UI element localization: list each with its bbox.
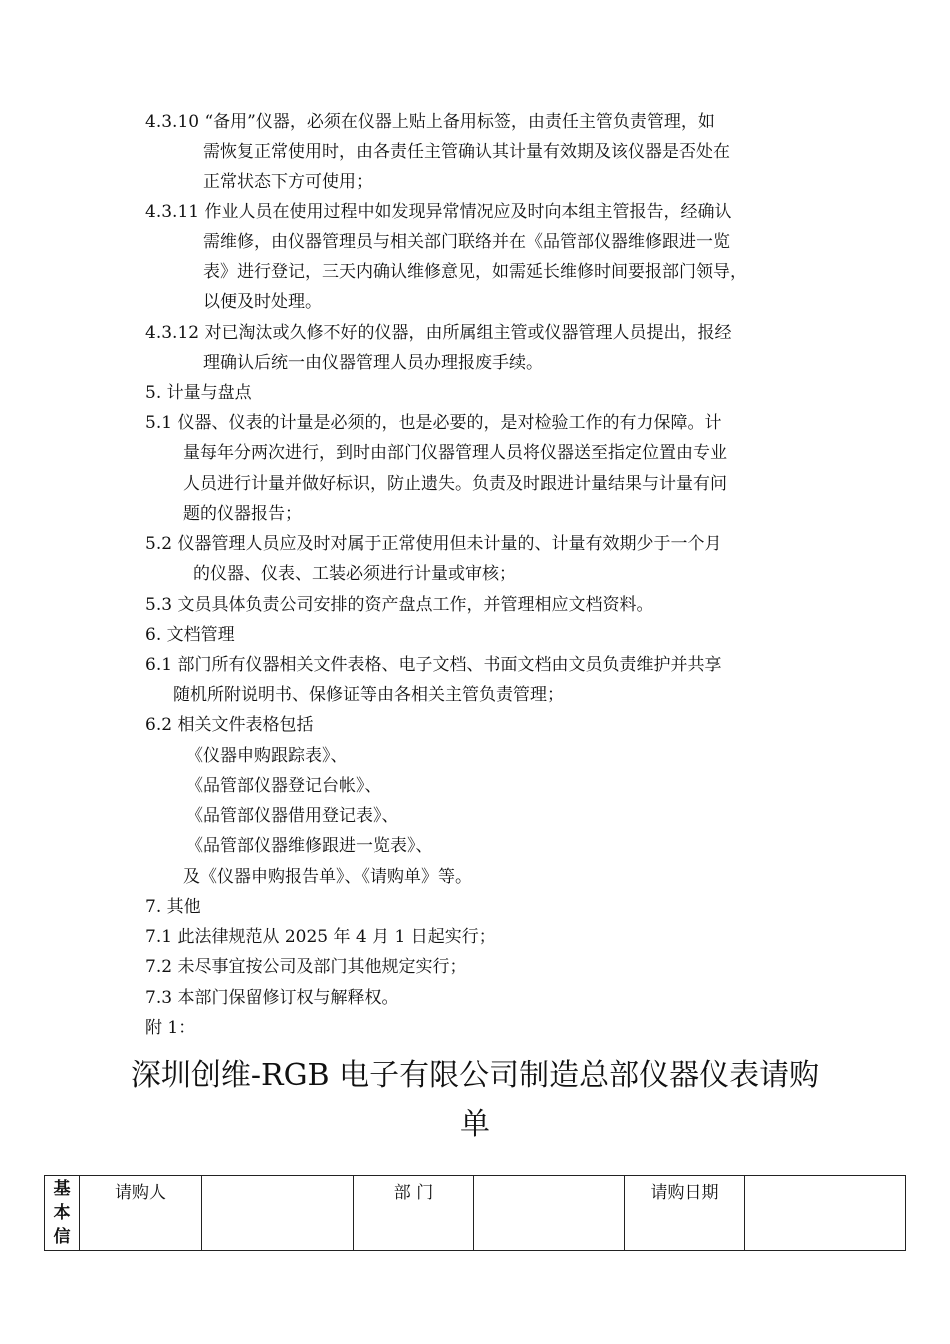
text-line: 需维修，由仪器管理员与相关部门联络并在《品管部仪器维修跟进一览	[203, 232, 730, 252]
department-label: 部 门	[354, 1176, 474, 1251]
text-line: 人员进行计量并做好标识，防止遗失。负责及时跟进计量结果与计量有问	[183, 474, 727, 494]
request-date-field[interactable]	[745, 1176, 906, 1251]
request-date-label: 请购日期	[625, 1176, 745, 1251]
side-label-char: 本	[53, 1203, 71, 1223]
text-line: 以便及时处理。	[203, 292, 322, 312]
list-item: 《仪器申购跟踪表》、	[186, 746, 348, 766]
text-line: 的仪器、仪表、工装必须进行计量或审核；	[193, 564, 516, 584]
purchase-request-table	[44, 1175, 906, 1251]
list-item: 《品管部仪器借用登记表》、	[186, 806, 399, 826]
section-heading: 5. 计量与盘点	[145, 383, 252, 403]
text-line: 需恢复正常使用时，由各责任主管确认其计量有效期及该仪器是否处在	[203, 142, 730, 162]
list-item: 及《仪器申购报告单》、《请购单》等。	[183, 867, 472, 887]
requester-label: 请购人	[80, 1176, 202, 1251]
text-line: 6.2 相关文件表格包括	[145, 715, 314, 735]
text-line: 4.3.12 对已淘汰或久修不好的仪器，由所属组主管或仪器管理人员提出，报经	[145, 323, 732, 343]
side-label-char: 信	[53, 1227, 71, 1247]
text-line: 量每年分两次进行，到时由部门仪器管理人员将仪器送至指定位置由专业	[183, 443, 727, 463]
text-line: 4.3.10 “备用”仪器，必须在仪器上贴上备用标签，由责任主管负责管理，如	[145, 112, 715, 132]
text-line: 随机所附说明书、保修证等由各相关主管负责管理；	[173, 685, 564, 705]
form-title: 深圳创维-RGB 电子有限公司制造总部仪器仪表请购	[130, 1058, 820, 1093]
list-item: 《品管部仪器登记台帐》、	[186, 776, 382, 796]
text-line: 表》进行登记，三天内确认维修意见，如需延长维修时间要报部门领导，	[203, 262, 747, 282]
text-line: 6.1 部门所有仪器相关文件表格、电子文档、书面文档由文员负责维护并共享	[145, 655, 722, 675]
requester-field[interactable]	[202, 1176, 354, 1251]
table-row	[45, 1176, 906, 1251]
text-line: 7.3 本部门保留修订权与解释权。	[145, 988, 399, 1008]
text-line: 4.3.11 作业人员在使用过程中如发现异常情况应及时向本组主管报告，经确认	[145, 202, 732, 222]
text-line: 理确认后统一由仪器管理人员办理报废手续。	[203, 353, 543, 373]
text-line: 7.2 未尽事宜按公司及部门其他规定实行；	[145, 957, 467, 977]
basic-info-label-cell	[45, 1176, 80, 1251]
text-line: 正常状态下方可使用；	[203, 172, 373, 192]
section-heading: 6. 文档管理	[145, 625, 235, 645]
text-line: 题的仪器报告；	[183, 504, 302, 524]
department-field[interactable]	[474, 1176, 625, 1251]
text-line: 7.1 此法律规范从 2025 年 4 月 1 日起实行；	[145, 927, 496, 947]
side-label-char: 基	[53, 1179, 71, 1199]
text-line: 5.1 仪器、仪表的计量是必须的，也是必要的，是对检验工作的有力保障。计	[145, 413, 722, 433]
appendix-label: 附 1：	[145, 1018, 196, 1038]
text-line: 5.3 文员具体负责公司安排的资产盘点工作，并管理相应文档资料。	[145, 595, 654, 615]
text-line: 5.2 仪器管理人员应及时对属于正常使用但未计量的、计量有效期少于一个月	[145, 534, 722, 554]
section-heading: 7. 其他	[145, 897, 201, 917]
form-title-continued: 单	[460, 1107, 490, 1142]
list-item: 《品管部仪器维修跟进一览表》、	[186, 836, 433, 856]
